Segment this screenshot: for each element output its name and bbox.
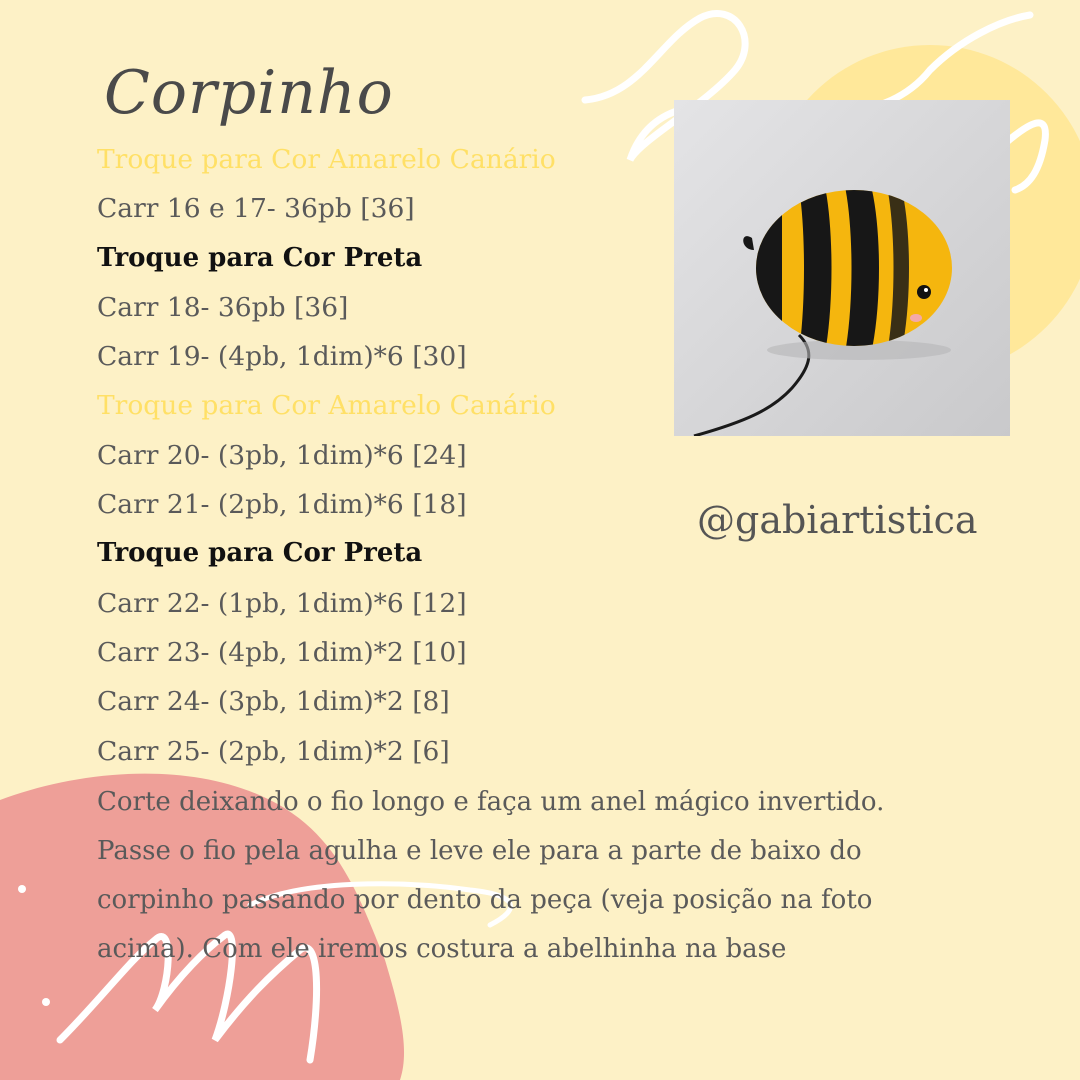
instruction-line: Troque para Cor Amarelo Canário [97, 144, 556, 175]
instruction-line: Troque para Cor Preta [97, 538, 423, 569]
instruction-line: Carr 21- (2pb, 1dim)*6 [18] [97, 489, 467, 521]
page-title: Corpinho [104, 58, 394, 128]
instruction-line: Carr 19- (4pb, 1dim)*6 [30] [97, 341, 467, 373]
instruction-line: Troque para Cor Preta [97, 242, 423, 273]
instagram-handle: @gabiartistica [697, 498, 978, 542]
instruction-line: Troque para Cor Amarelo Canário [97, 390, 556, 422]
white-dot [42, 998, 50, 1006]
instruction-line: Carr 24- (3pb, 1dim)*2 [8] [97, 686, 450, 718]
white-dot [18, 885, 26, 893]
instruction-line: Carr 20- (3pb, 1dim)*6 [24] [97, 439, 467, 471]
closing-instructions: Corte deixando o fio longo e faça um anel mágico invertido. Passe o fio pela agulha e leve ele para a parte de baixo do corpinho passando por dento da peça (veja posição na foto acima). Com ele iremos costura a abelhinha na base [97, 787, 885, 964]
instruction-line: Carr 25- (2pb, 1dim)*2 [6] [97, 735, 450, 767]
bee-photo [674, 100, 1010, 436]
instruction-line: Carr 22- (1pb, 1dim)*6 [12] [97, 587, 467, 619]
instruction-line: Carr 23- (4pb, 1dim)*2 [10] [97, 636, 467, 668]
instruction-line: Carr 18- 36pb [36] [97, 291, 349, 323]
instruction-line: Carr 16 e 17- 36pb [36] [97, 193, 415, 225]
